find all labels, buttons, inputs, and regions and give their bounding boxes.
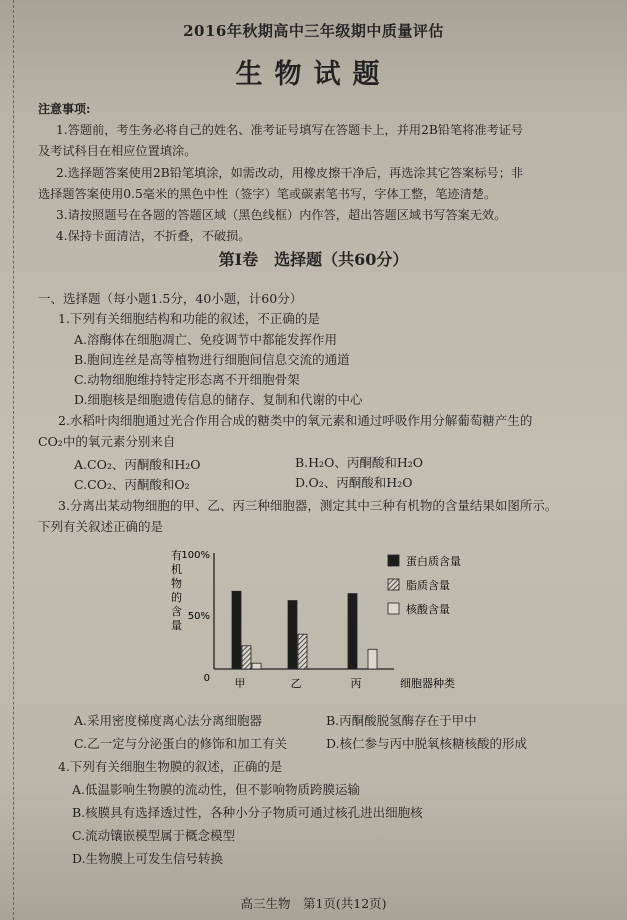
bar-丙-核酸含量 bbox=[368, 649, 377, 669]
option-b: B.核膜具有选择透过性，各种小分子物质可通过核孔进出细胞核 bbox=[72, 805, 423, 820]
question-stem: 下列有关叙述正确的是 bbox=[38, 519, 164, 534]
section-title: 第Ⅰ卷 选择题（共60分） bbox=[218, 250, 409, 269]
x-tick-label: 乙 bbox=[290, 677, 302, 690]
question-stem: 3.分离出某动物细胞的甲、乙、丙三种细胞器，测定其中三种有机物的含量结果如图所示。 bbox=[58, 498, 558, 513]
option-d: D.O₂、丙酮酸和H₂O bbox=[295, 475, 413, 490]
legend-label: 蛋白质含量 bbox=[406, 555, 461, 568]
bar-甲-核酸含量 bbox=[252, 663, 261, 669]
option-a: A.采用密度梯度离心法分离细胞器 bbox=[74, 713, 263, 728]
x-tick-label: 丙 bbox=[350, 677, 362, 690]
note-line: 3.请按照题号在各题的答题区域（黑色线框）内作答，超出答题区域书写答案无效。 bbox=[56, 208, 507, 222]
option-a: A.CO₂、丙酮酸和H₂O bbox=[74, 457, 201, 472]
legend-swatch bbox=[388, 579, 399, 590]
option-c: C.动物细胞维持特定形态离不开细胞骨架 bbox=[74, 372, 300, 387]
note-line: 1.答题前，考生务必将自己的姓名、准考证号填写在答题卡上，并用2B铅笔将准考证号 bbox=[56, 123, 524, 137]
page-footer: 高三生物 第1页(共12页) bbox=[240, 896, 387, 911]
y-tick-0: 0 bbox=[203, 673, 210, 684]
bar-丙-蛋白质含量 bbox=[348, 594, 357, 669]
subject-title: 生物试题 bbox=[235, 59, 392, 90]
note-line: 4.保持卡面清洁，不折叠，不破损。 bbox=[56, 229, 251, 243]
option-c: C.流动镶嵌模型属于概念模型 bbox=[72, 828, 236, 843]
legend-label: 核酸含量 bbox=[406, 603, 450, 616]
option-c: C.CO₂、丙酮酸和O₂ bbox=[74, 477, 190, 492]
bar-乙-蛋白质含量 bbox=[288, 601, 297, 669]
question-stem: 4.下列有关细胞生物膜的叙述，正确的是 bbox=[58, 759, 283, 774]
option-d: D.核仁参与丙中脱氧核糖核酸的形成 bbox=[326, 736, 528, 751]
bar-乙-脂质含量 bbox=[298, 634, 307, 669]
section-subtitle: 一、选择题（每小题1.5分，40小题，计60分） bbox=[38, 291, 303, 306]
bar-甲-蛋白质含量 bbox=[232, 591, 241, 669]
bar-甲-脂质含量 bbox=[242, 646, 251, 669]
note-line: 选择题答案使用0.5毫米的黑色中性（签字）笔或碳素笔书写，字体工整，笔迹清楚。 bbox=[38, 187, 497, 201]
legend-label: 脂质含量 bbox=[406, 579, 450, 592]
y-tick-100: 100% bbox=[181, 550, 210, 561]
option-a: A.溶酶体在细胞凋亡、免疫调节中都能发挥作用 bbox=[74, 332, 338, 347]
option-c: C.乙一定与分泌蛋白的修饰和加工有关 bbox=[74, 736, 288, 751]
question-stem: 2.水稻叶肉细胞通过光合作用合成的糖类中的氧元素和通过呼吸作用分解葡萄糖产生的 bbox=[58, 413, 533, 428]
option-b: B.H₂O、丙酮酸和H₂O bbox=[295, 455, 423, 470]
x-axis-label: 细胞器种类 bbox=[400, 677, 455, 690]
option-d: D.生物膜上可发生信号转换 bbox=[72, 851, 224, 866]
note-line: 2.选择题答案使用2B铅笔填涂，如需改动，用橡皮擦干净后，再选涂其它答案标号；非 bbox=[56, 166, 524, 180]
question-stem: CO₂中的氧元素分别来自 bbox=[38, 434, 176, 449]
note-line: 及考试科目在相应位置填涂。 bbox=[38, 144, 197, 158]
notes-heading: 注意事项: bbox=[38, 102, 91, 116]
organelle-content-chart bbox=[160, 545, 500, 695]
option-b: B.丙酮酸脱氢酶存在于甲中 bbox=[326, 713, 477, 728]
option-b: B.胞间连丝是高等植物进行细胞间信息交流的通道 bbox=[74, 352, 350, 367]
exam-title: 2016年秋期高中三年级期中质量评估 bbox=[183, 22, 444, 40]
legend-swatch bbox=[388, 603, 399, 614]
x-tick-label: 甲 bbox=[234, 677, 246, 690]
question-stem: 1.下列有关细胞结构和功能的叙述，不正确的是 bbox=[58, 311, 320, 326]
option-d: D.细胞核是细胞遗传信息的储存、复制和代谢的中心 bbox=[74, 392, 363, 407]
binding-margin bbox=[0, 0, 14, 920]
y-tick-50: 50% bbox=[187, 611, 210, 622]
option-a: A.低温影响生物膜的流动性，但不影响物质跨膜运输 bbox=[72, 782, 361, 797]
legend-swatch bbox=[388, 555, 399, 566]
y-axis-label: 有 机 物 的 含 量 bbox=[171, 549, 182, 632]
